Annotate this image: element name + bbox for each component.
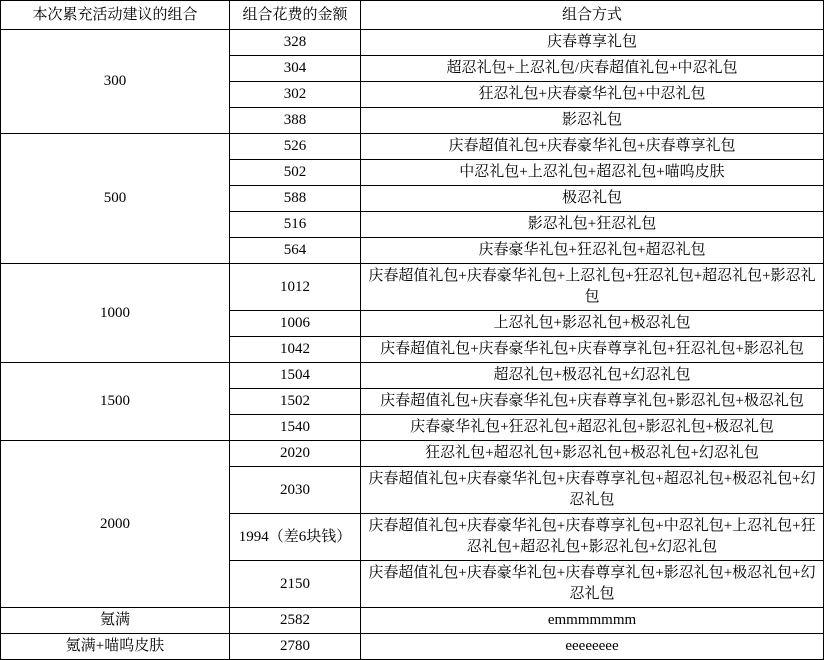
amount-cell: 2020 bbox=[230, 441, 361, 467]
combo-method-cell: 极忍礼包 bbox=[361, 186, 824, 212]
combo-method-cell: 影忍礼包 bbox=[361, 108, 824, 134]
combo-method-cell: 庆春超值礼包+庆春豪华礼包+上忍礼包+狂忍礼包+超忍礼包+影忍礼包 bbox=[361, 264, 824, 311]
combo-method-cell: eeeeeeee bbox=[361, 634, 824, 660]
column-header-suggested-combo: 本次累充活动建议的组合 bbox=[1, 1, 230, 30]
table-row bbox=[1, 134, 824, 160]
combo-method-cell: 中忍礼包+上忍礼包+超忍礼包+喵呜皮肤 bbox=[361, 160, 824, 186]
amount-cell: 1042 bbox=[230, 337, 361, 363]
amount-cell: 1006 bbox=[230, 311, 361, 337]
combo-method-cell: 影忍礼包+狂忍礼包 bbox=[361, 212, 824, 238]
table-row bbox=[1, 363, 824, 389]
combo-method-cell: 庆春尊享礼包 bbox=[361, 30, 824, 56]
combo-method-cell: 庆春豪华礼包+狂忍礼包+超忍礼包 bbox=[361, 238, 824, 264]
amount-cell: 2582 bbox=[230, 608, 361, 634]
combo-method-cell: 庆春豪华礼包+狂忍礼包+超忍礼包+影忍礼包+极忍礼包 bbox=[361, 415, 824, 441]
amount-cell: 502 bbox=[230, 160, 361, 186]
combo-method-cell: 庆春超值礼包+庆春豪华礼包+庆春尊享礼包+中忍礼包+上忍礼包+狂忍礼包+超忍礼包+影忍礼包+幻忍礼包 bbox=[361, 514, 824, 561]
combo-method-cell: 超忍礼包+极忍礼包+幻忍礼包 bbox=[361, 363, 824, 389]
amount-cell: 1540 bbox=[230, 415, 361, 441]
amount-cell: 1502 bbox=[230, 389, 361, 415]
group-label-cell: 氪满+喵呜皮肤 bbox=[1, 634, 230, 660]
table-row bbox=[1, 264, 824, 311]
combo-method-cell: 上忍礼包+影忍礼包+极忍礼包 bbox=[361, 311, 824, 337]
amount-cell: 1504 bbox=[230, 363, 361, 389]
header-row bbox=[1, 1, 824, 30]
combo-method-cell: 超忍礼包+上忍礼包/庆春超值礼包+中忍礼包 bbox=[361, 56, 824, 82]
group-label-cell: 500 bbox=[1, 134, 230, 264]
amount-cell: 564 bbox=[230, 238, 361, 264]
combo-method-cell: 庆春超值礼包+庆春豪华礼包+庆春尊享礼包+超忍礼包+极忍礼包+幻忍礼包 bbox=[361, 467, 824, 514]
amount-cell: 588 bbox=[230, 186, 361, 212]
combo-method-cell: 庆春超值礼包+庆春豪华礼包+庆春尊享礼包+影忍礼包+极忍礼包 bbox=[361, 389, 824, 415]
combo-method-cell: 庆春超值礼包+庆春豪华礼包+庆春尊享礼包+狂忍礼包+影忍礼包 bbox=[361, 337, 824, 363]
amount-cell: 2030 bbox=[230, 467, 361, 514]
table-row bbox=[1, 441, 824, 467]
amount-cell: 304 bbox=[230, 56, 361, 82]
combo-method-cell: 庆春超值礼包+庆春豪华礼包+庆春尊享礼包+影忍礼包+极忍礼包+幻忍礼包 bbox=[361, 561, 824, 608]
group-label-cell: 2000 bbox=[1, 441, 230, 608]
amount-cell: 526 bbox=[230, 134, 361, 160]
table-body bbox=[1, 30, 824, 660]
amount-cell: 388 bbox=[230, 108, 361, 134]
table-row bbox=[1, 608, 824, 634]
column-header-combo-method: 组合方式 bbox=[361, 1, 824, 30]
table-row bbox=[1, 634, 824, 660]
combo-method-cell: emmmmmmm bbox=[361, 608, 824, 634]
table-row bbox=[1, 30, 824, 56]
combo-method-cell: 庆春超值礼包+庆春豪华礼包+庆春尊享礼包 bbox=[361, 134, 824, 160]
amount-cell: 2780 bbox=[230, 634, 361, 660]
amount-cell: 1012 bbox=[230, 264, 361, 311]
group-label-cell: 氪满 bbox=[1, 608, 230, 634]
amount-cell: 302 bbox=[230, 82, 361, 108]
group-label-cell: 300 bbox=[1, 30, 230, 134]
combo-method-cell: 狂忍礼包+庆春豪华礼包+中忍礼包 bbox=[361, 82, 824, 108]
amount-cell: 2150 bbox=[230, 561, 361, 608]
combo-method-cell: 狂忍礼包+超忍礼包+影忍礼包+极忍礼包+幻忍礼包 bbox=[361, 441, 824, 467]
group-label-cell: 1500 bbox=[1, 363, 230, 441]
group-label-cell: 1000 bbox=[1, 264, 230, 363]
column-header-amount: 组合花费的金额 bbox=[230, 1, 361, 30]
amount-cell: 328 bbox=[230, 30, 361, 56]
amount-cell: 1994（差6块钱） bbox=[230, 514, 361, 561]
amount-cell: 516 bbox=[230, 212, 361, 238]
